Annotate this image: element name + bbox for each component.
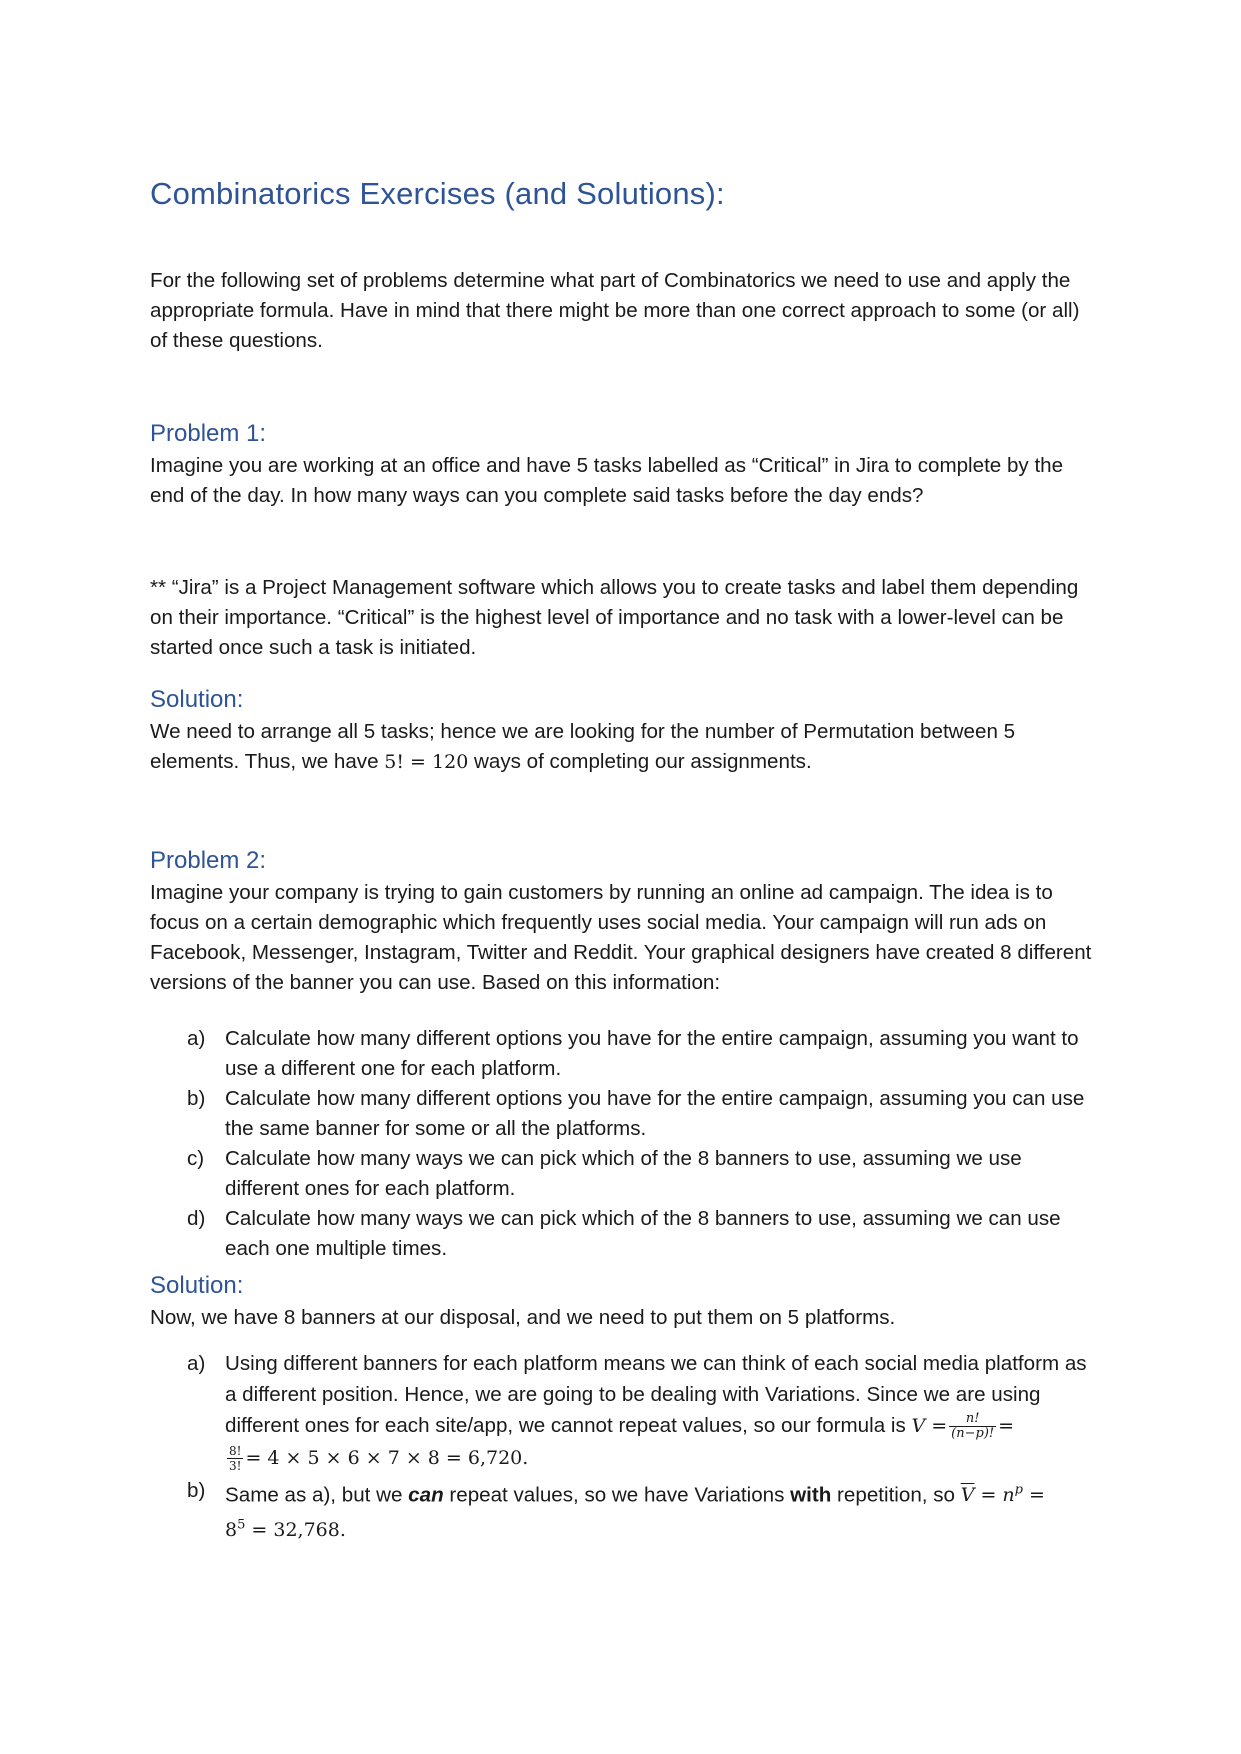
solution-b (150, 1476, 1095, 1545)
document-title: Combinatorics Exercises (and Solutions): (150, 176, 725, 211)
list-marker: c) (187, 1147, 205, 1170)
solution-b-text-1: Same as a), but we (225, 1483, 409, 1507)
question-a (150, 1024, 1095, 1084)
problem-1-solution-heading: Solution: (150, 686, 244, 713)
list-marker: a) (187, 1352, 206, 1375)
list-marker: d) (187, 1207, 206, 1230)
with-emphasis: with (790, 1483, 832, 1507)
repetition-result: $8^5 = 32,768$. (225, 1517, 346, 1541)
problem-1-solution-text (150, 717, 1095, 777)
list-marker: a) (187, 1027, 206, 1050)
can-emphasis: can (408, 1483, 444, 1507)
list-marker: b) (187, 1479, 206, 1502)
problem-1-heading: Problem 1: (150, 420, 267, 447)
question-text: Calculate how many ways we can pick which of the 8 banners to use, assuming we can use each one multiple times. (225, 1207, 1061, 1260)
question-text: Calculate how many ways we can pick which of the 8 banners to use, assuming we use different ones for each platform. (225, 1147, 1022, 1200)
solution-text-end: ways of completing our assignments. (468, 750, 812, 773)
solution-a-text: Using different banners for each platform means we can think of each social media platform as a different position. Hence, we are going to be dealing with Variations. Since we are using different ones for each site/app, we cannot repeat values, so our formula is (225, 1352, 1087, 1437)
problem-2-heading: Problem 2: (150, 847, 267, 874)
solution-b-text-2: repeat values, so we have Variations (443, 1483, 791, 1507)
variations-result: = 4 × 5 × 6 × 7 × 8 = 6,720. (245, 1447, 529, 1469)
question-d (150, 1204, 1095, 1264)
question-text: Calculate how many different options you have for the entire campaign, assuming you want to use a different one for each platform. (225, 1027, 1079, 1080)
variations-lhs: V = (911, 1415, 948, 1437)
solution-text-start: We need to arrange all 5 tasks; hence we are looking for the number of Permutation between 5 elements. Thus, we have (150, 720, 1016, 773)
variations-fraction: $\frac{n!}{(n-p)!}$ (951, 1411, 995, 1442)
problem-2-questions (150, 1024, 1095, 1264)
question-c (150, 1144, 1095, 1204)
problem-2-text: Imagine your company is trying to gain customers by running an online ad campaign. The idea is to focus on a certain demographic which frequently uses social media. Your campaign will run ads on Facebook, Messenger, Instagram, Twitter and Reddit. Your graphical designers have created 8 different versions of the banner you can use. Based on this information: (150, 881, 1092, 994)
factorial-expression: 5! = 120 (384, 751, 469, 773)
solution-b-text-3: repetition, so (831, 1483, 961, 1507)
document-page (150, 0, 1092, 1754)
question-b (150, 1084, 1095, 1144)
jira-note: ** “Jira” is a Project Management software which allows you to create tasks and label them depending on their importance. “Critical” is the highest level of importance and no task with a lower-level can be started once such a task is initiated. (150, 576, 1079, 659)
intro-paragraph: For the following set of problems determine what part of Combinatorics we need to use and apply the appropriate formula. Have in mind that there might be more than one correct approach to some (or all) of these questions. (150, 269, 1080, 352)
problem-2-solution-heading: Solution: (150, 1272, 244, 1299)
solution-a (150, 1348, 1095, 1474)
problem-2-solutions (150, 1348, 1095, 1545)
equals-sign: = (998, 1415, 1015, 1437)
factorial-fraction: $\frac{8!}{3!}$ (229, 1444, 242, 1474)
problem-1-text: Imagine you are working at an office and have 5 tasks labelled as “Critical” in Jira to complete by the end of the day. In how many ways can you complete said tasks before the day ends? (150, 454, 1064, 507)
repetition-formula: $\overline{V} = n^p$ = (960, 1483, 1045, 1507)
question-text: Calculate how many different options you have for the entire campaign, assuming you can use the same banner for some or all the platforms. (225, 1087, 1085, 1140)
problem-2-solution-intro: Now, we have 8 banners at our disposal, and we need to put them on 5 platforms. (150, 1306, 896, 1329)
list-marker: b) (187, 1087, 206, 1110)
